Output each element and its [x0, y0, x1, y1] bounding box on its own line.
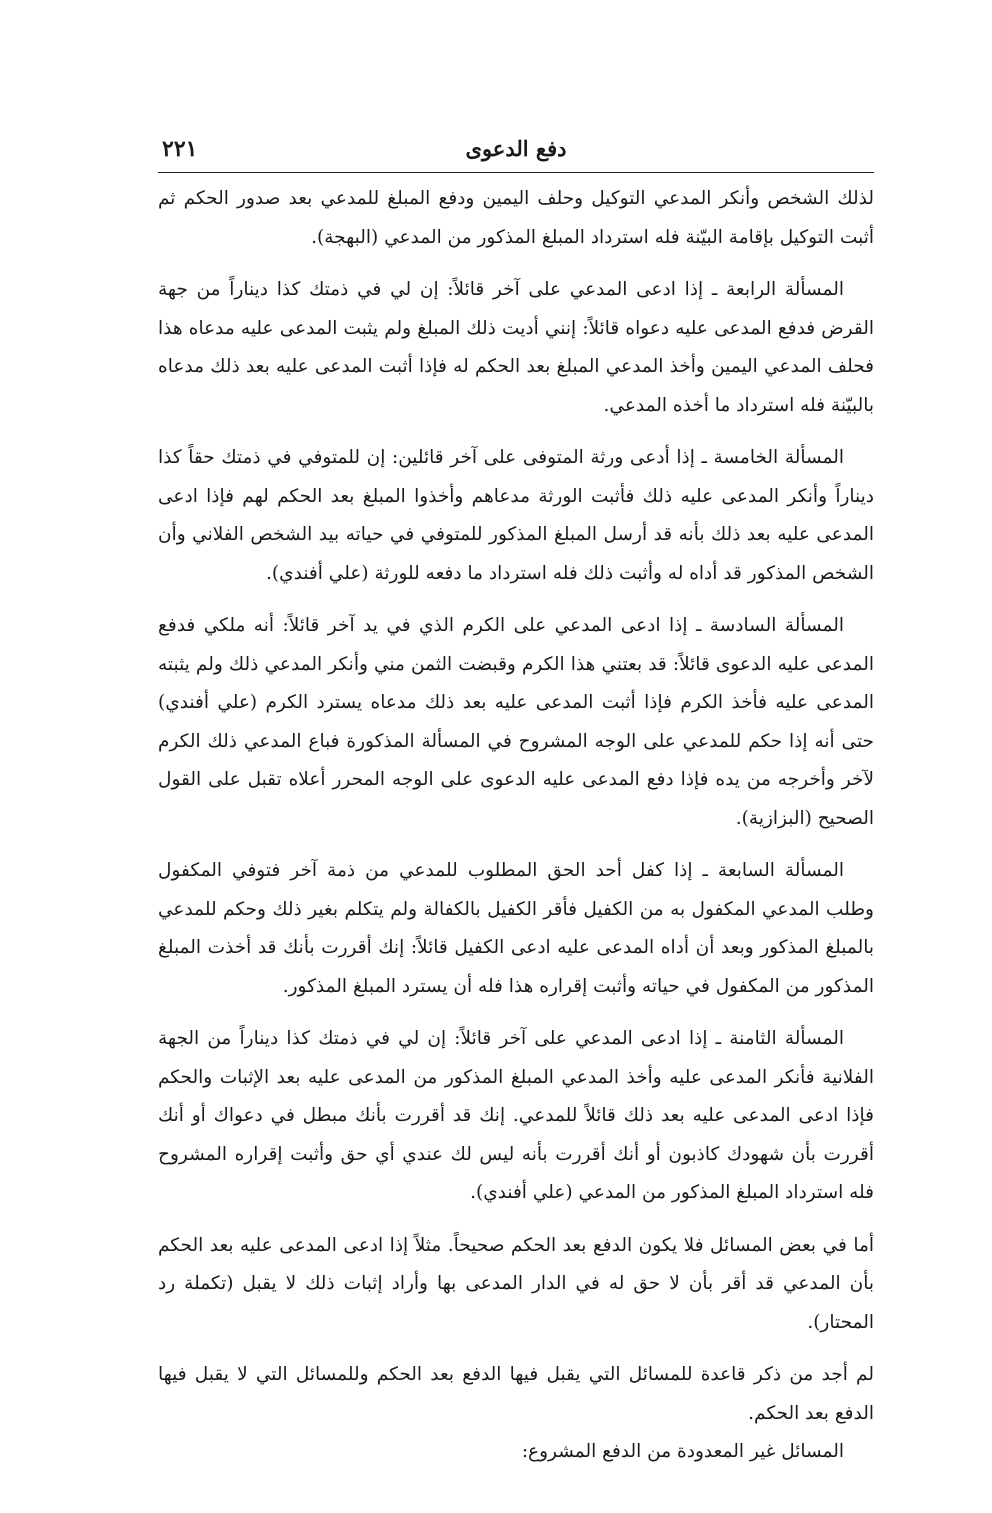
paragraph-exception: أما في بعض المسائل فلا يكون الدفع بعد الحكم صحيحاً. مثلاً إذا ادعى المدعى عليه بعد الحكم بأن المدعي قد أقر بأن لا حق له في الدار المدعى بها وأراد إثبات ذلك لا يقبل (تكملة رد المحتار).	[158, 1234, 874, 1333]
paragraph-continuation: لذلك الشخص وأنكر المدعي التوكيل وحلف اليمين ودفع المبلغ للمدعي بعد صدور الحكم ثم أثبت التوكيل بإقامة البيّنة فله استرداد المبلغ المذكور من المدعي (البهجة).	[158, 188, 874, 248]
running-title: دفع الدعوى	[465, 136, 567, 161]
running-header	[158, 132, 874, 173]
paragraph-eighth-issue: المسألة الثامنة ـ إذا ادعى المدعي على آخر قائلاً: إن لي في ذمتك كذا ديناراً من الجهة الفلانية فأنكر المدعى عليه وأخذ المدعي المبلغ المذكور من المدعى عليه بعد الإثبات والحكم فإذا ادعى المدعى عليه بعد ذلك قائلاً للمدعي. إنك قد أقررت بأنك مبطل في دعواك أو أنك أقررت بأن شهودك كاذبون أو أنك أقررت بأنه ليس لك عندي أي حق وأثبت إقراره المشروح فله استرداد المبلغ المذكور من المدعي (علي أفندي).	[158, 1028, 874, 1203]
paragraph-section-heading: المسائل غير المعدودة من الدفع المشروع:	[521, 1441, 844, 1462]
paragraph-fourth-issue: المسألة الرابعة ـ إذا ادعى المدعي على آخر قائلاً: إن لي في ذمتك كذا ديناراً من جهة القرض فدفع المدعى عليه دعواه قائلاً: إنني أديت ذلك المبلغ ولم يثبت المدعى عليه مدعاه هذا فحلف المدعي اليمين وأخذ المدعي المبلغ بعد الحكم له فإذا أثبت المدعى عليه بعد ذلك مدعاه بالبيّنة فله استرداد ما أخذه المدعي.	[158, 279, 874, 416]
paragraph-seventh-issue: المسألة السابعة ـ إذا كفل أحد الحق المطلوب للمدعي من ذمة آخر فتوفي المكفول وطلب المدعي المكفول به من الكفيل فأقر الكفيل بالكفالة ولم يتكلم بغير ذلك وحكم للمدعي بالمبلغ المذكور وبعد أن أداه المدعى عليه ادعى الكفيل قائلاً: إنك أقررت بأنك قد أخذت المبلغ المذكور من المكفول في حياته وأثبت إقراره هذا فله أن يسترد المبلغ المذكور.	[158, 860, 874, 997]
paragraph-fifth-issue: المسألة الخامسة ـ إذا أدعى ورثة المتوفى على آخر قائلين: إن للمتوفي في ذمتك حقاً كذا ديناراً وأنكر المدعى عليه ذلك فأثبت الورثة مدعاهم وأخذوا المبلغ بعد الحكم لهم فإذا ادعى المدعى عليه بعد ذلك بأنه قد أرسل المبلغ المذكور للمتوفي في حياته بيد الشخص الفلاني وأن الشخص المذكور قد أداه له وأثبت ذلك فله استرداد ما دفعه للورثة (علي أفندي).	[158, 447, 874, 584]
paragraph-no-rule: لم أجد من ذكر قاعدة للمسائل التي يقبل فيها الدفع بعد الحكم وللمسائل التي لا يقبل فيها الدفع بعد الحكم.	[158, 1364, 874, 1424]
page-number: ٢٢١	[162, 136, 198, 162]
body-text	[158, 180, 874, 1486]
paragraph-sixth-issue: المسألة السادسة ـ إذا ادعى المدعي على الكرم الذي في يد آخر قائلاً: أنه ملكي فدفع المدعى عليه الدعوى قائلاً: قد بعتني هذا الكرم وقبضت الثمن مني وأنكر المدعي ذلك ولم يثبته المدعى عليه فأخذ الكرم فإذا أثبت المدعى عليه بعد ذلك مدعاه يسترد الكرم (علي أفندي) حتى أنه إذا حكم للمدعي على الوجه المشروح في المسألة المذكورة فباع المدعي ذلك الكرم لآخر وأخرجه من يده فإذا دفع المدعى عليه الدعوى على الوجه المحرر أعلاه تقبل على القول الصحيح (البزازية).	[158, 615, 874, 829]
